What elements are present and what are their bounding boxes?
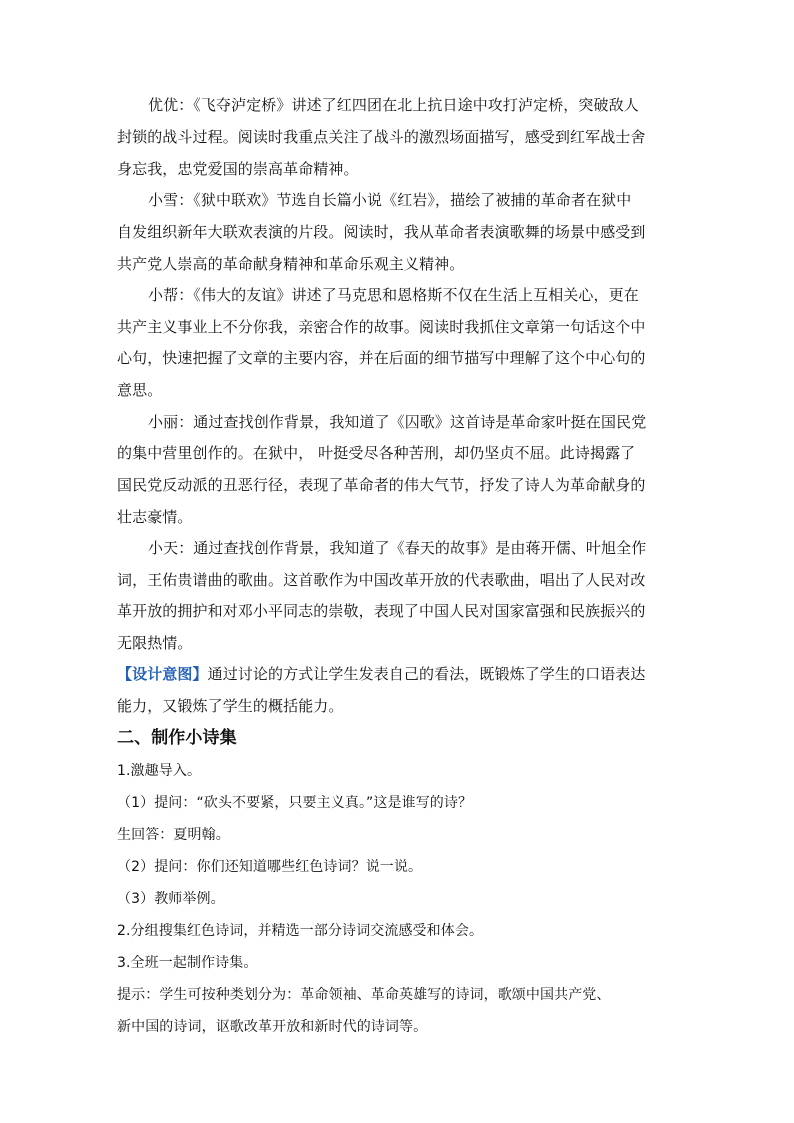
paragraph-line: 优优：《飞夺泸定桥》讲述了红四团在北上抗日途中攻打泸定桥，突破敌人 [148, 96, 639, 114]
paragraph-line: 身忘我，忠党爱国的崇高革命精神。 [117, 160, 359, 178]
paragraph-line: 小雪：《狱中联欢》节选自长篇小说《红岩》，描绘了被捕的革命者在狱中 [148, 191, 632, 209]
list-item: （3）教师举例。 [117, 891, 225, 907]
paragraph-line: 词，王佑贵谱曲的歌曲。这首歌作为中国改革开放的代表歌曲，唱出了人民对改 [117, 571, 646, 589]
paragraph-line: 心句，快速把握了文章的主要内容，并在后面的细节描写中理解了这个中心句的 [117, 349, 646, 367]
paragraph-line: 自发组织新年大联欢表演的片段。阅读时，我从革命者表演歌舞的场景中感受到 [117, 223, 646, 241]
paragraph-line: 的集中营里创作的。在狱中， 叶挺受尽各种苦刑，却仍坚贞不屈。此诗揭露了 [117, 444, 636, 462]
list-item: 提示：学生可按种类划分为：革命领袖、革命英雄写的诗词，歌颂中国共产党、 [117, 987, 611, 1003]
list-item: 新中国的诗词，讴歌改革开放和新时代的诗词等。 [117, 1019, 428, 1035]
list-item: 3.全班一起制作诗集。 [117, 955, 258, 971]
list-item: （2）提问：你们还知道哪些红色诗词？说一说。 [117, 859, 423, 875]
paragraph-line: 意思。 [117, 381, 163, 399]
paragraph-line: 国民党反动派的丑恶行径，表现了革命者的伟大气节，抒发了诗人为革命献身的 [117, 476, 646, 494]
design-intent-tag: 【设计意图】 [117, 665, 208, 683]
paragraph-line: 共产党人崇高的革命献身精神和革命乐观主义精神。 [117, 255, 465, 273]
paragraph-line: 壮志豪情。 [117, 508, 193, 526]
design-intent-line [117, 664, 646, 684]
design-intent-text: 通过讨论的方式让学生发表自己的看法，既锻炼了学生的口语表达 [207, 665, 646, 683]
paragraph-line: 小丽：通过查找创作背景，我知道了《囚歌》这首诗是革命家叶挺在国民党 [148, 413, 647, 431]
list-item: 生回答：夏明翰。 [117, 827, 230, 843]
list-item: 2.分组搜集红色诗词，并精选一部分诗词交流感受和体会。 [117, 923, 484, 939]
paragraph-line: 小帮：《伟大的友谊》讲述了马克思和恩格斯不仅在生活上互相关心，更在 [148, 286, 639, 304]
paragraph-line: 封锁的战斗过程。阅读时我重点关注了战斗的激烈场面描写，感受到红军战士舍 [117, 128, 646, 146]
list-item: （1）提问：“砍头不要紧，只要主义真。”这是谁写的诗？ [117, 795, 473, 811]
paragraph-line: 小天：通过查找创作背景，我知道了《春天的故事》是由蒋开儒、叶旭全作 [148, 539, 647, 557]
section-heading: 二、制作小诗集 [117, 728, 237, 748]
paragraph-line: 革开放的拥护和对邓小平同志的崇敬，表现了中国人民对国家富强和民族振兴的 [117, 602, 646, 620]
design-intent-line: 能力，又锻炼了学生的概括能力。 [117, 697, 344, 715]
paragraph-line: 共产主义事业上不分你我，亲密合作的故事。阅读时我抓住文章第一句话这个中 [117, 318, 646, 336]
paragraph-line: 无限热情。 [117, 634, 193, 652]
list-item: 1.激趣导入。 [117, 763, 202, 779]
